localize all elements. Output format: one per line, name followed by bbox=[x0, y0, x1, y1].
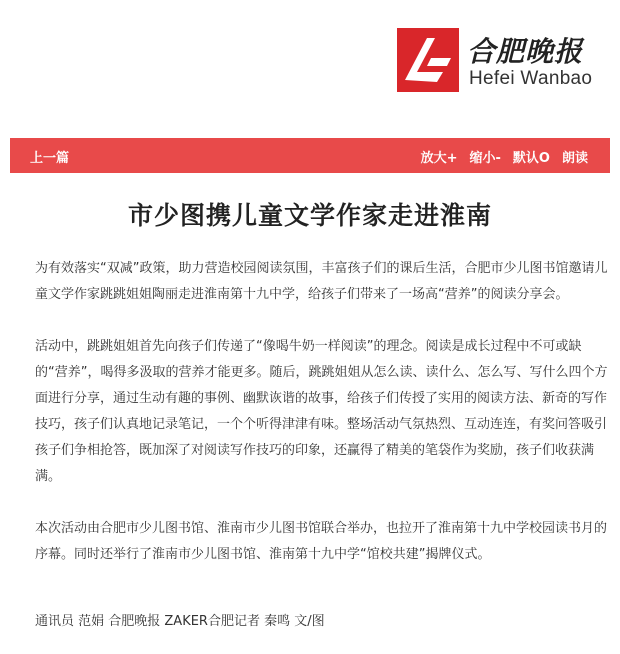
article-title: 市少图携儿童文学作家走进淮南 bbox=[127, 201, 492, 230]
reading-controls bbox=[421, 147, 588, 166]
logo-mark-icon bbox=[397, 28, 459, 92]
article-toolbar bbox=[10, 138, 610, 173]
previous-article-link[interactable]: 上一篇 bbox=[30, 151, 70, 166]
logo-chinese-name: 合肥晚报 bbox=[467, 35, 584, 68]
read-aloud-button[interactable]: 朗读 bbox=[561, 151, 588, 166]
article-paragraph: 活动中，跳跳姐姐首先向孩子们传递了“像喝牛奶一样阅读”的理念。阅读是成长过程中不可或缺的“营养”，喝得多汲取的营养才能更多。随后，跳跳姐姐从怎么读、读什么、怎么写、写什么四个方面进行分享，通过生动有趣的事例、幽默诙谐的故事，给孩子们传授了实用的阅读方法、新奇的写作技巧，孩子们认真地记录笔记，一个个听得津津有味。整场活动气氛热烈、互动连连，有奖问答吸引孩子们争相抢答，既加深了对阅读写作技巧的印象，还赢得了精美的笔袋作为奖励，孩子们收获满满。 bbox=[35, 339, 608, 484]
article-paragraph: 本次活动由合肥市少儿图书馆、淮南市少儿图书馆联合举办，也拉开了淮南第十九中学校园读书月的序幕。同时还举行了淮南市少儿图书馆、淮南第十九中学“馆校共建”揭牌仪式。 bbox=[35, 521, 608, 562]
article-paragraph: 为有效落实“双减”政策，助力营造校园阅读氛围，丰富孩子们的课后生活，合肥市少儿图书馆邀请儿童文学作家跳跳姐姐陶丽走进淮南第十九中学，给孩子们带来了一场高“营养”的阅读分享会。 bbox=[35, 261, 608, 302]
zoom-out-button[interactable]: 缩小- bbox=[469, 151, 501, 166]
default-size-button[interactable]: 默认O bbox=[512, 151, 550, 166]
logo-english-name: Hefei Wanbao bbox=[469, 68, 593, 89]
article-body bbox=[35, 256, 610, 594]
page-header bbox=[0, 0, 620, 135]
zoom-in-button[interactable]: 放大+ bbox=[420, 151, 458, 166]
article-byline: 通讯员 范娟 合肥晚报 ZAKER合肥记者 秦鸣 文/图 bbox=[35, 614, 325, 629]
hefei-wanbao-logo[interactable] bbox=[397, 28, 607, 98]
